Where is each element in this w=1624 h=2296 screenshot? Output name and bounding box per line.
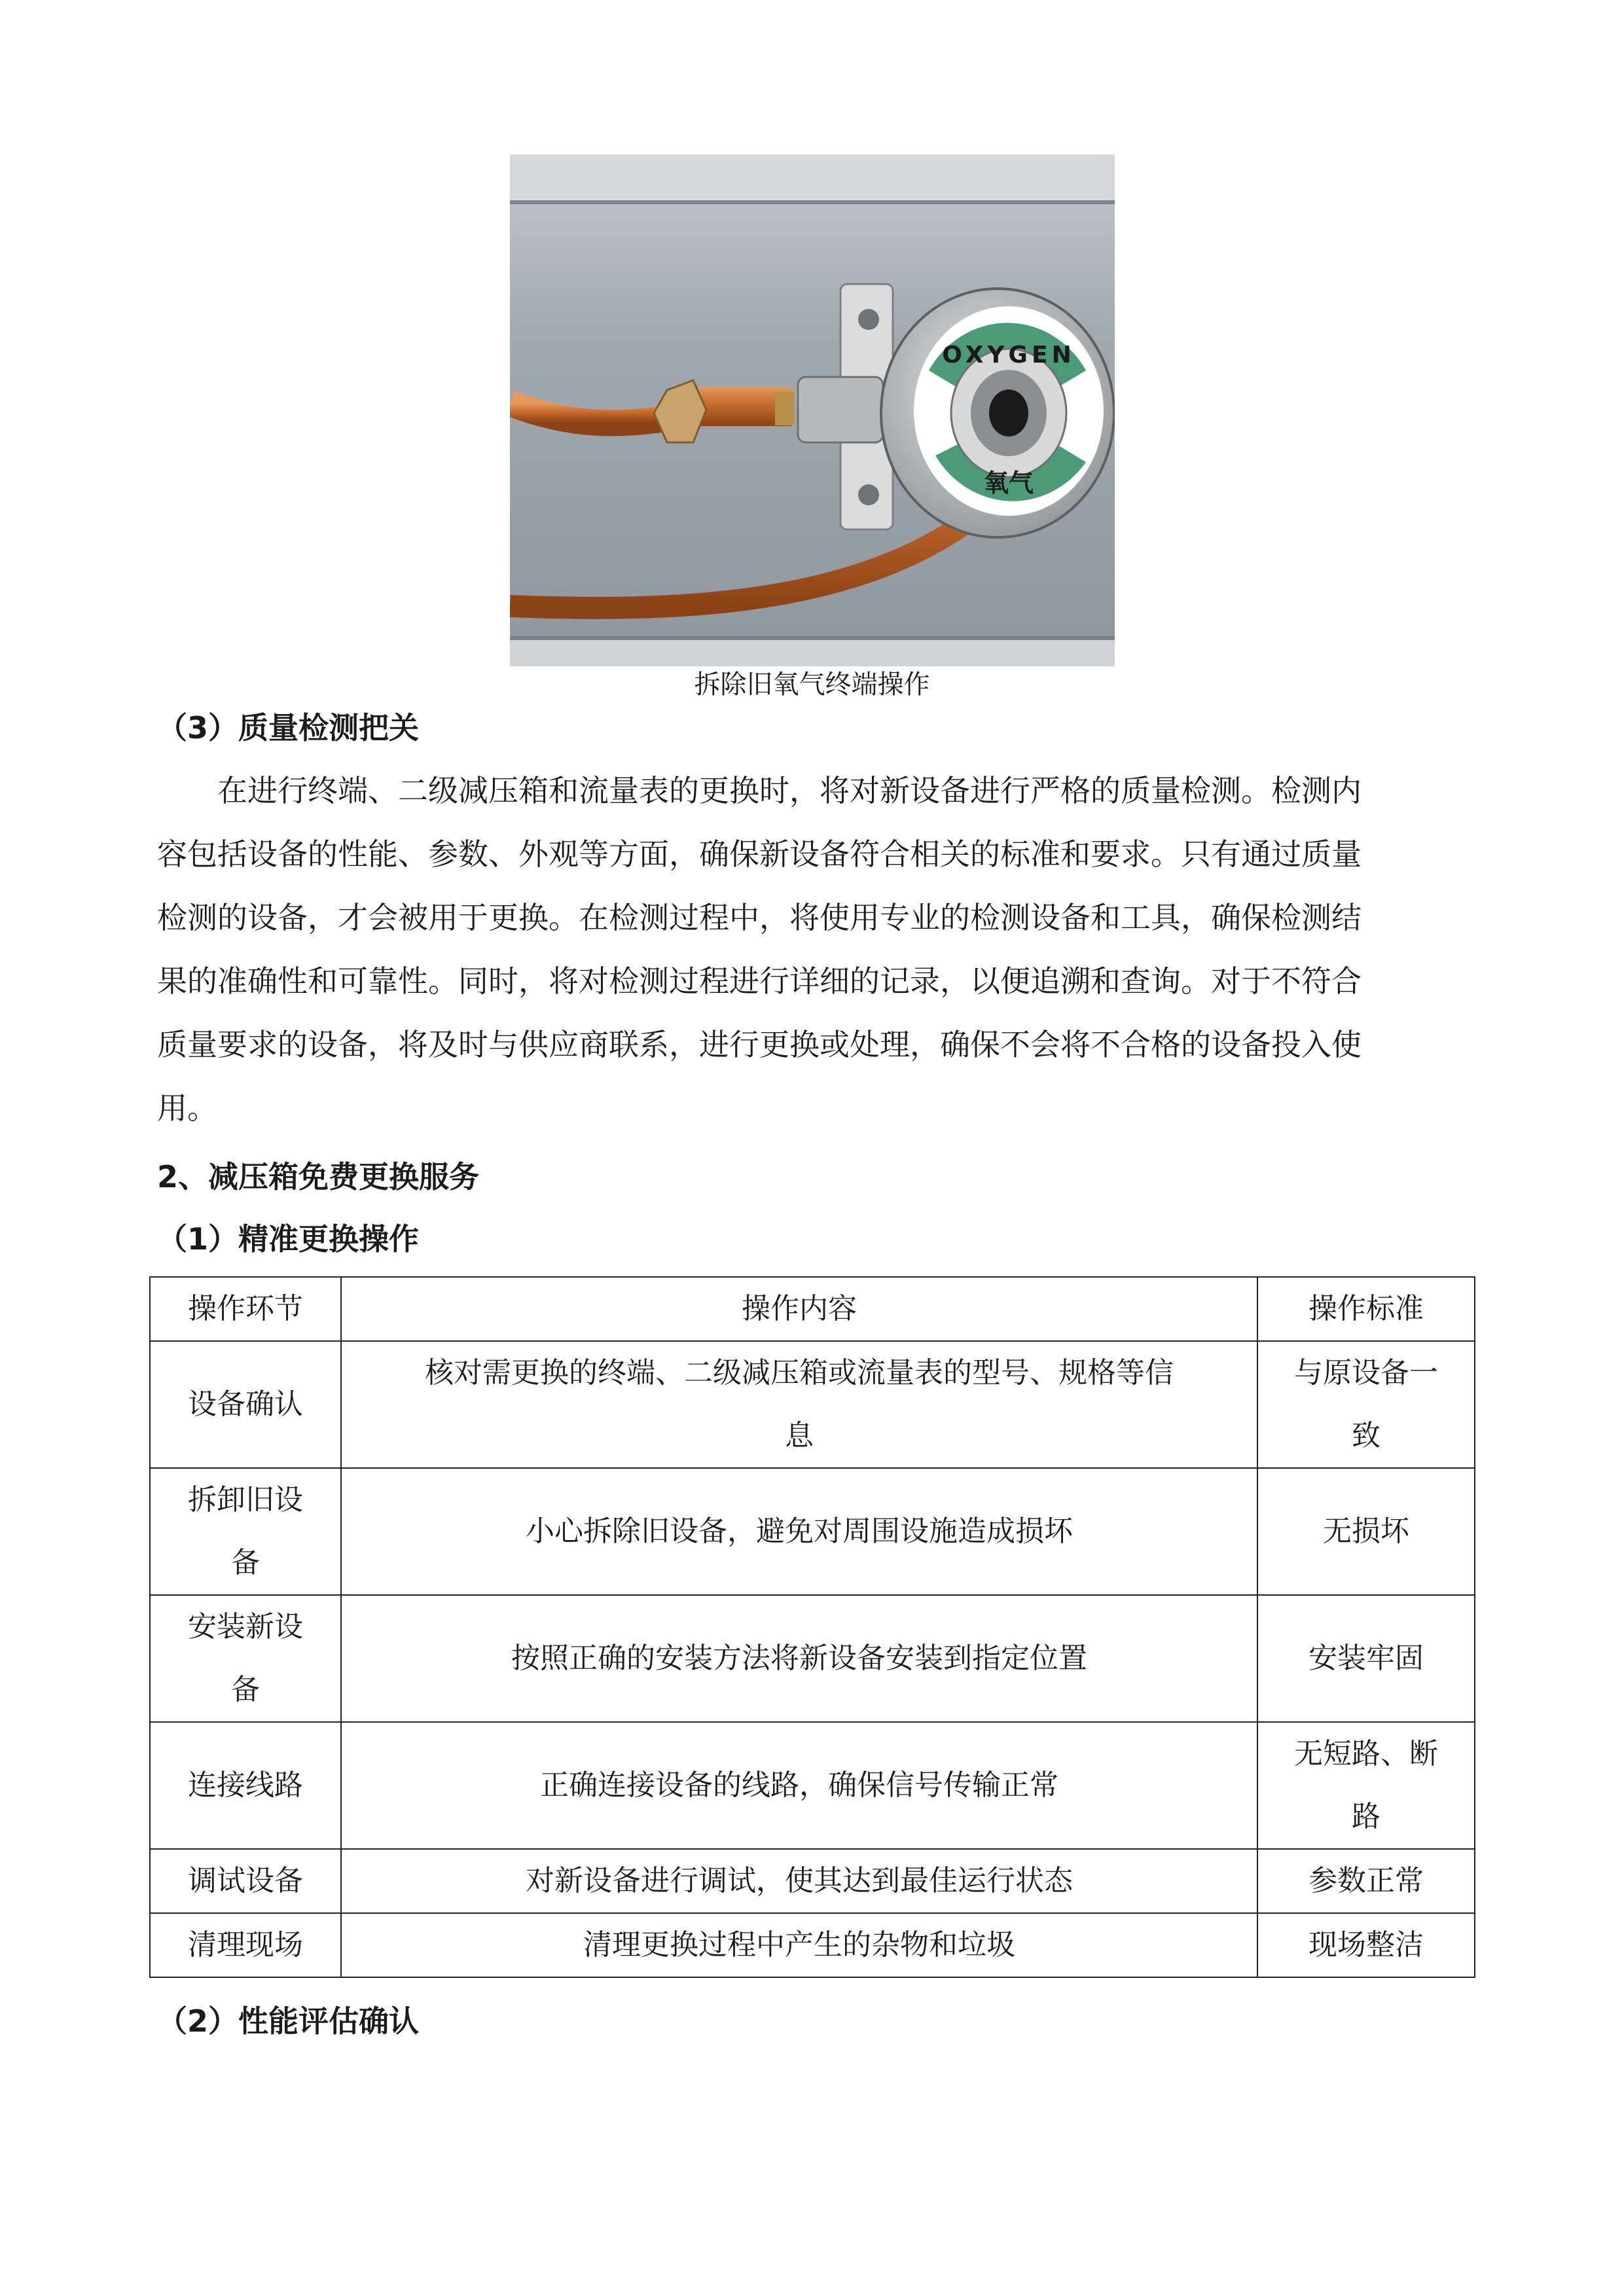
table-cell-content bbox=[341, 1849, 1257, 1913]
oxygen-terminal-photo bbox=[510, 154, 1115, 666]
section-heading-quality: （3）质量检测把关 bbox=[157, 710, 420, 745]
cell-text: 无短路、断 bbox=[1294, 1737, 1438, 1770]
paragraph-line: 果的准确性和可靠性。同时，将对检测过程进行详细的记录，以便追溯和查询。对于不符合 bbox=[157, 963, 1362, 999]
paragraph-line: 容包括设备的性能、参数、外观等方面，确保新设备符合相关的标准和要求。只有通过质量 bbox=[157, 836, 1362, 872]
paragraph-line: 检测的设备，才会被用于更换。在检测过程中，将使用专业的检测设备和工具，确保检测结 bbox=[157, 900, 1362, 935]
table-cell-stage bbox=[150, 1468, 341, 1595]
operation-table bbox=[149, 1276, 1475, 1978]
table-row bbox=[150, 1341, 1475, 1468]
paragraph-line: 质量要求的设备，将及时与供应商联系，进行更换或处理，确保不会将不合格的设备投入使 bbox=[157, 1027, 1362, 1062]
cell-text: 设备确认 bbox=[188, 1388, 303, 1421]
table-cell-stage bbox=[150, 1595, 341, 1722]
table-cell-stage bbox=[150, 1341, 341, 1468]
cell-text: 备 bbox=[231, 1546, 260, 1579]
cell-text: 清理更换过程中产生的杂物和垃圾 bbox=[583, 1928, 1015, 1962]
figure-caption: 拆除旧氧气终端操作 bbox=[694, 670, 930, 700]
table-row bbox=[150, 1913, 1475, 1977]
table-header-cell: 操作内容 bbox=[341, 1277, 1257, 1341]
section-heading-service: 2、减压箱免费更换服务 bbox=[157, 1159, 480, 1194]
subsection-heading-evaluation: （2）性能评估确认 bbox=[157, 2003, 420, 2039]
cell-text: 参数正常 bbox=[1308, 1864, 1424, 1897]
cell-text: 安装牢固 bbox=[1308, 1641, 1424, 1675]
table-cell-standard bbox=[1257, 1595, 1475, 1722]
table-row bbox=[150, 1468, 1475, 1595]
table-cell-content bbox=[341, 1341, 1257, 1468]
table-header-cell: 操作环节 bbox=[150, 1277, 341, 1341]
cell-text: 调试设备 bbox=[188, 1864, 303, 1897]
table-cell-content bbox=[341, 1913, 1257, 1977]
cell-text: 小心拆除旧设备，避免对周围设施造成损坏 bbox=[526, 1515, 1073, 1548]
table-row bbox=[150, 1722, 1475, 1849]
cell-text: 按照正确的安装方法将新设备安装到指定位置 bbox=[511, 1641, 1087, 1675]
table-cell-content bbox=[341, 1595, 1257, 1722]
cell-text: 与原设备一 bbox=[1294, 1356, 1438, 1390]
table-header-row bbox=[150, 1277, 1475, 1341]
table-cell-standard bbox=[1257, 1341, 1475, 1468]
cell-text: 正确连接设备的线路，确保信号传输正常 bbox=[540, 1768, 1058, 1802]
table-cell-stage bbox=[150, 1849, 341, 1913]
cell-text: 安装新设 bbox=[188, 1610, 303, 1643]
cell-text: 路 bbox=[1352, 1800, 1380, 1833]
table-cell-standard bbox=[1257, 1849, 1475, 1913]
ring-label-bottom: 氧气 bbox=[983, 469, 1034, 497]
cell-text: 无损坏 bbox=[1323, 1515, 1409, 1548]
ring-label-top: OXYGEN bbox=[942, 342, 1075, 368]
cell-text: 清理现场 bbox=[188, 1928, 303, 1962]
cell-text: 现场整洁 bbox=[1308, 1928, 1424, 1962]
table-cell-standard bbox=[1257, 1722, 1475, 1849]
cell-text: 备 bbox=[231, 1673, 260, 1706]
cell-text: 核对需更换的终端、二级减压箱或流量表的型号、规格等信 bbox=[425, 1356, 1174, 1390]
table-row bbox=[150, 1849, 1475, 1913]
cell-text: 致 bbox=[1352, 1419, 1380, 1452]
table-cell-stage bbox=[150, 1722, 341, 1849]
table-cell-standard bbox=[1257, 1468, 1475, 1595]
cell-text: 连接线路 bbox=[188, 1768, 303, 1802]
cell-text: 息 bbox=[785, 1419, 814, 1452]
quality-paragraph bbox=[157, 759, 1463, 1140]
table-header-cell: 操作标准 bbox=[1257, 1277, 1475, 1341]
table-cell-content bbox=[341, 1468, 1257, 1595]
paragraph-line: 在进行终端、二级减压箱和流量表的更换时，将对新设备进行严格的质量检测。检测内 bbox=[217, 773, 1362, 808]
cell-text: 对新设备进行调试，使其达到最佳运行状态 bbox=[526, 1864, 1073, 1897]
table-cell-standard bbox=[1257, 1913, 1475, 1977]
table-cell-stage bbox=[150, 1913, 341, 1977]
paragraph-line: 用。 bbox=[157, 1090, 217, 1126]
table-row bbox=[150, 1595, 1475, 1722]
subsection-heading-operation: （1）精准更换操作 bbox=[157, 1221, 420, 1257]
table-cell-content bbox=[341, 1722, 1257, 1849]
cell-text: 拆卸旧设 bbox=[188, 1483, 303, 1516]
